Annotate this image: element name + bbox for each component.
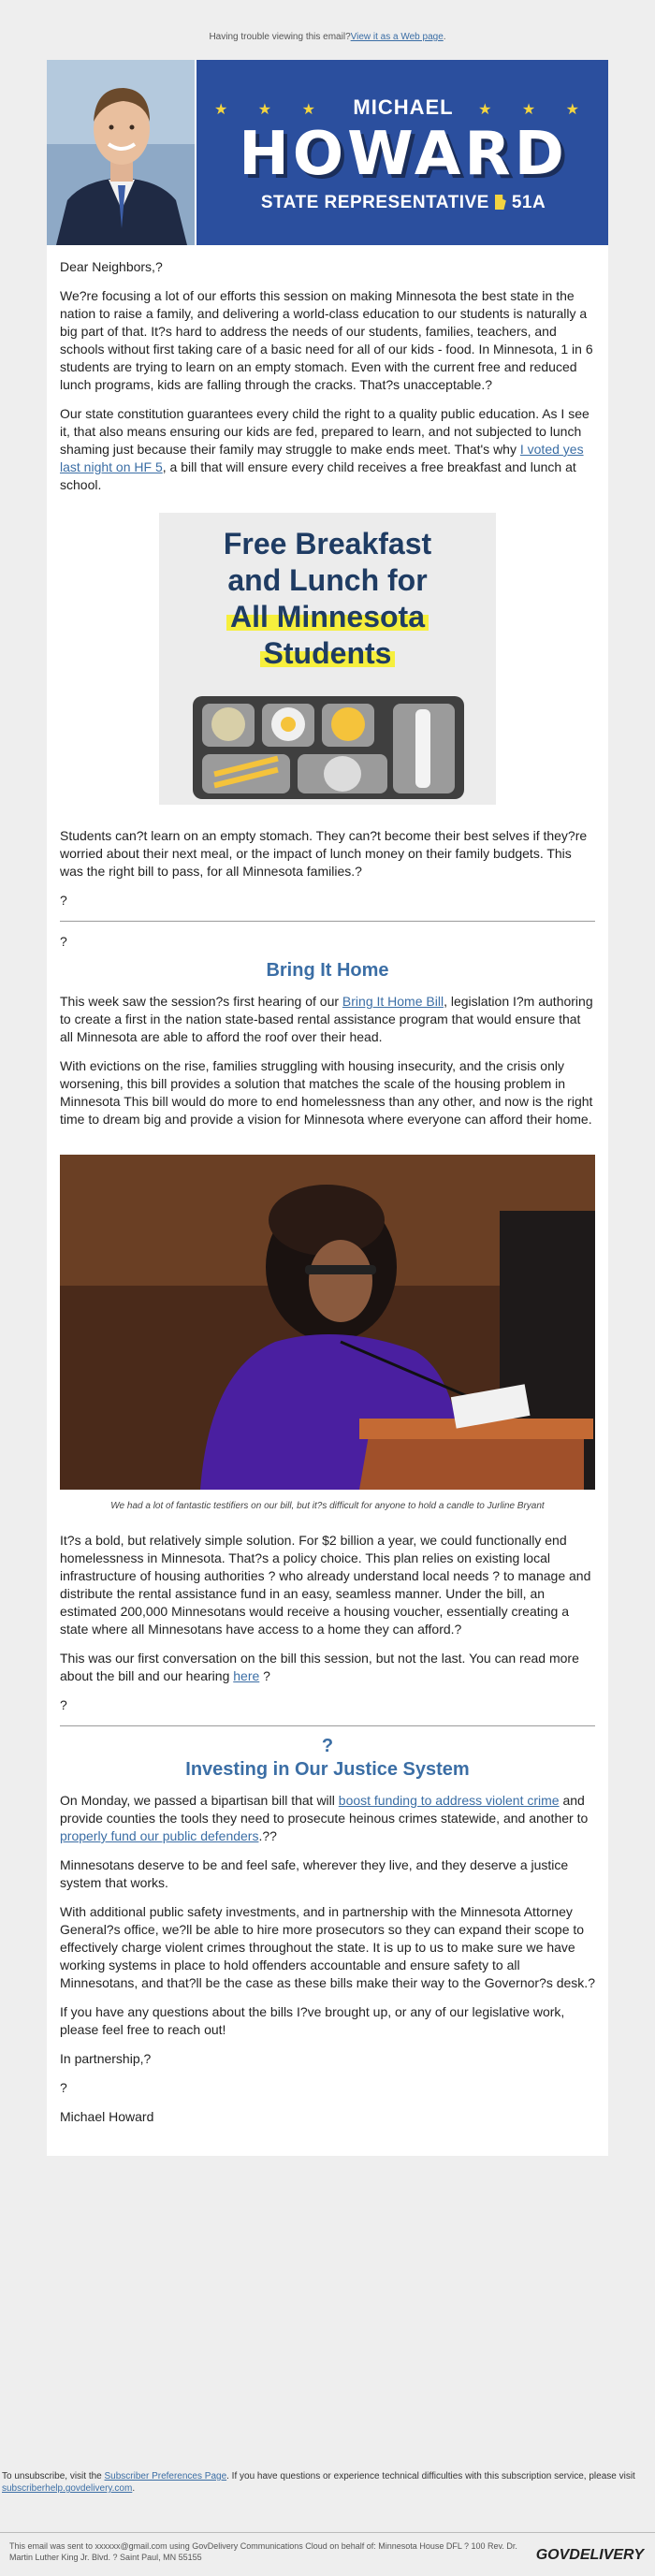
header-banner [47,60,608,245]
graphic-line-4: Students [260,636,396,670]
govdelivery-logo[interactable]: GOVDELIVERY [535,2547,644,2563]
subscriber-preferences-link[interactable]: Subscriber Preferences Page [104,2471,227,2481]
footer-help-after: . [132,2483,136,2494]
bring-it-home-bill-link[interactable]: Bring It Home Bill [342,994,444,1009]
justice-paragraph-3: With additional public safety investments, and in partnership with the Minnesota Attorney General?s office, we?ll be able to hire more prosecutors so they can expand their scope to effectively charge violent crimes throughout the state. It is up to us to make sure we have working systems in place to hold offenders accountable and ensure safety to all Minnesotans, and that?ll be the case as these bills make their way to the Governor?s desk.? [60,1904,595,1990]
last-name: HOWARD [239,120,568,189]
justice-paragraph-4: If you have any questions about the bills I?ve brought up, or any of our legislative work, please feel free to reach out! [60,2004,565,2037]
justice-heading: Investing in Our Justice System [185,1759,470,1780]
intro-p2-after: , a bill that will ensure every child receives a free breakfast and lunch at school. [60,459,576,492]
hearing-here-link[interactable]: here [233,1668,260,1683]
intro-p2-before: Our state constitution guarantees every child the right to a quality public education. As I see it, that also means ensuring our kids are fed, prepared to learn, and not subjected to lunch shaming just because their family may struggle to make ends meet. That's why [60,406,590,457]
greeting: Dear Neighbors,? [60,259,163,274]
footer-unsubscribe [0,2470,655,2495]
stars-left-icon: ★ ★ ★ [214,102,328,118]
bring-it-home-heading: Bring It Home [266,960,389,981]
title-text: STATE REPRESENTATIVE [260,193,489,212]
justice-p1-mid: and provide counties the tools they need to prosecute heinous crimes statewide, and another to [60,1793,589,1826]
bih-p1-before: This week saw the session?s first hearing of our [60,994,342,1009]
intro-paragraph-1: We?re focusing a lot of our efforts this session on making Minnesota the best state in the nation to raise a family, and delivering a world-class education to our students is naturally a big part of that. It?s hard to address the needs of our students, families, teachers, and schools without first taking care of a basic need for all of our kids - food. In Minnesota, 1 in 6 students are trying to learn on an empty stomach. Even with the current free and reduced lunch programs, kids are falling through the cracks. That?s unacceptable.? [60,288,593,392]
spacer-mark-5: ? [60,2080,67,2095]
content [47,245,608,2156]
public-defenders-link[interactable]: properly fund our public defenders [60,1828,259,1843]
graphic-line-3: All Minnesota [226,600,429,633]
violent-crime-funding-link[interactable]: boost funding to address violent crime [338,1793,560,1808]
graphic-title [159,513,496,672]
intro-paragraph-2 [60,405,595,494]
free-lunch-graphic [159,513,496,805]
district: 51A [511,193,546,212]
legal-text: This email was sent to xxxxxx@gmail.com using GovDelivery Communications Cloud on behalf of: Minnesota House DFL ? 100 Rev. Dr. Martin Luther King Jr. Blvd. ? Saint Paul, MN 55155 [9,2541,517,2562]
signature: Michael Howard [60,2109,154,2124]
subscriber-help-link[interactable]: subscriberhelp.govdelivery.com [2,2483,133,2494]
justice-paragraph-1 [60,1792,595,1845]
first-name: MICHAEL [353,95,454,119]
divider-1 [60,921,595,922]
bih-p1-after: , legislation I?m authoring to create a first in the nation state-based rental assistance program that would ensure that all Minnesota are able to afford the roof over their head. [60,994,593,1044]
minnesota-icon [495,195,506,210]
closing: In partnership,? [60,2051,152,2066]
footer-unsub-after: . If you have questions or experience technical difficulties with this subscription service, please visit [226,2471,635,2481]
stars-right-icon: ★ ★ ★ [478,102,592,118]
footer-unsub-before: To unsubscribe, visit the [2,2471,105,2481]
lunch-tray-icon [193,696,464,799]
bring-it-home-paragraph-3: It?s a bold, but relatively simple solution. For $2 billion a year, we could functionally end homelessness in Minnesota. That?s a policy choice. This plan relies on existing local infrastructure of housing authorities ? who already understand local needs ? to manage and distribute the rental assistance fund in an easy, seamless manner. Under the bill, an estimated 200,000 Minnesotans would receive a housing voucher, essentially creating a state where all Minnesotans have access to a home they can afford.? [60,1533,591,1637]
representative-title [198,193,608,213]
spacer-mark-4: ? [321,1736,334,1756]
justice-paragraph-2: Minnesotans deserve to be and feel safe, wherever they live, and they deserve a justice system that works. [60,1857,569,1890]
bring-it-home-paragraph-2: With evictions on the rise, families struggling with housing insecurity, and the crisis only worsening, this bill provides a solution that matches the scale of the housing problem in Minnesota This bill would do more to end homelessness than any other, and now is the right time to dream big and provide a vision for Minnesota where everyone can afford their home. [60,1058,593,1127]
banner-stars [198,95,608,120]
spacer-mark-3: ? [60,1697,67,1712]
graphic-line-1: Free Breakfast [223,527,432,560]
preheader-text: Having trouble viewing this email? [209,32,351,42]
bring-it-home-paragraph-1 [60,993,595,1046]
spacer-mark-2: ? [60,934,67,949]
bring-it-home-paragraph-4 [60,1650,595,1685]
graphic-line-2: and Lunch for [227,563,428,597]
view-web-link[interactable]: View it as a Web page [350,32,444,42]
preheader [0,0,655,60]
footer-legal [0,2532,655,2563]
testimony-photo [60,1155,595,1490]
divider-2 [60,1725,595,1726]
email-body [47,60,608,2156]
representative-portrait [47,60,196,245]
bih-p4-after: ? [259,1668,270,1683]
after-graphic-paragraph: Students can?t learn on an empty stomach. They can?t become their best selves if they?re worried about their next meal, or the impact of lunch money on their family budgets. This was the right bill to pass, for all Minnesota families.? [60,828,588,879]
preheader-suffix: . [443,32,446,42]
spacer-mark-1: ? [60,893,67,908]
hf5-vote-link[interactable]: I voted yes last night on HF 5 [60,442,584,474]
banner-brand [198,60,608,245]
photo-caption: We had a lot of fantastic testifiers on our bill, but it?s difficult for anyone to hold a candle to Jurline Bryant [110,1501,545,1511]
justice-p1-before: On Monday, we passed a bipartisan bill that will [60,1793,339,1808]
bih-p4-before: This was our first conversation on the bill this session, but not the last. You can read more about the bill and our hearing [60,1651,579,1683]
justice-p1-after: .?? [258,1828,277,1843]
